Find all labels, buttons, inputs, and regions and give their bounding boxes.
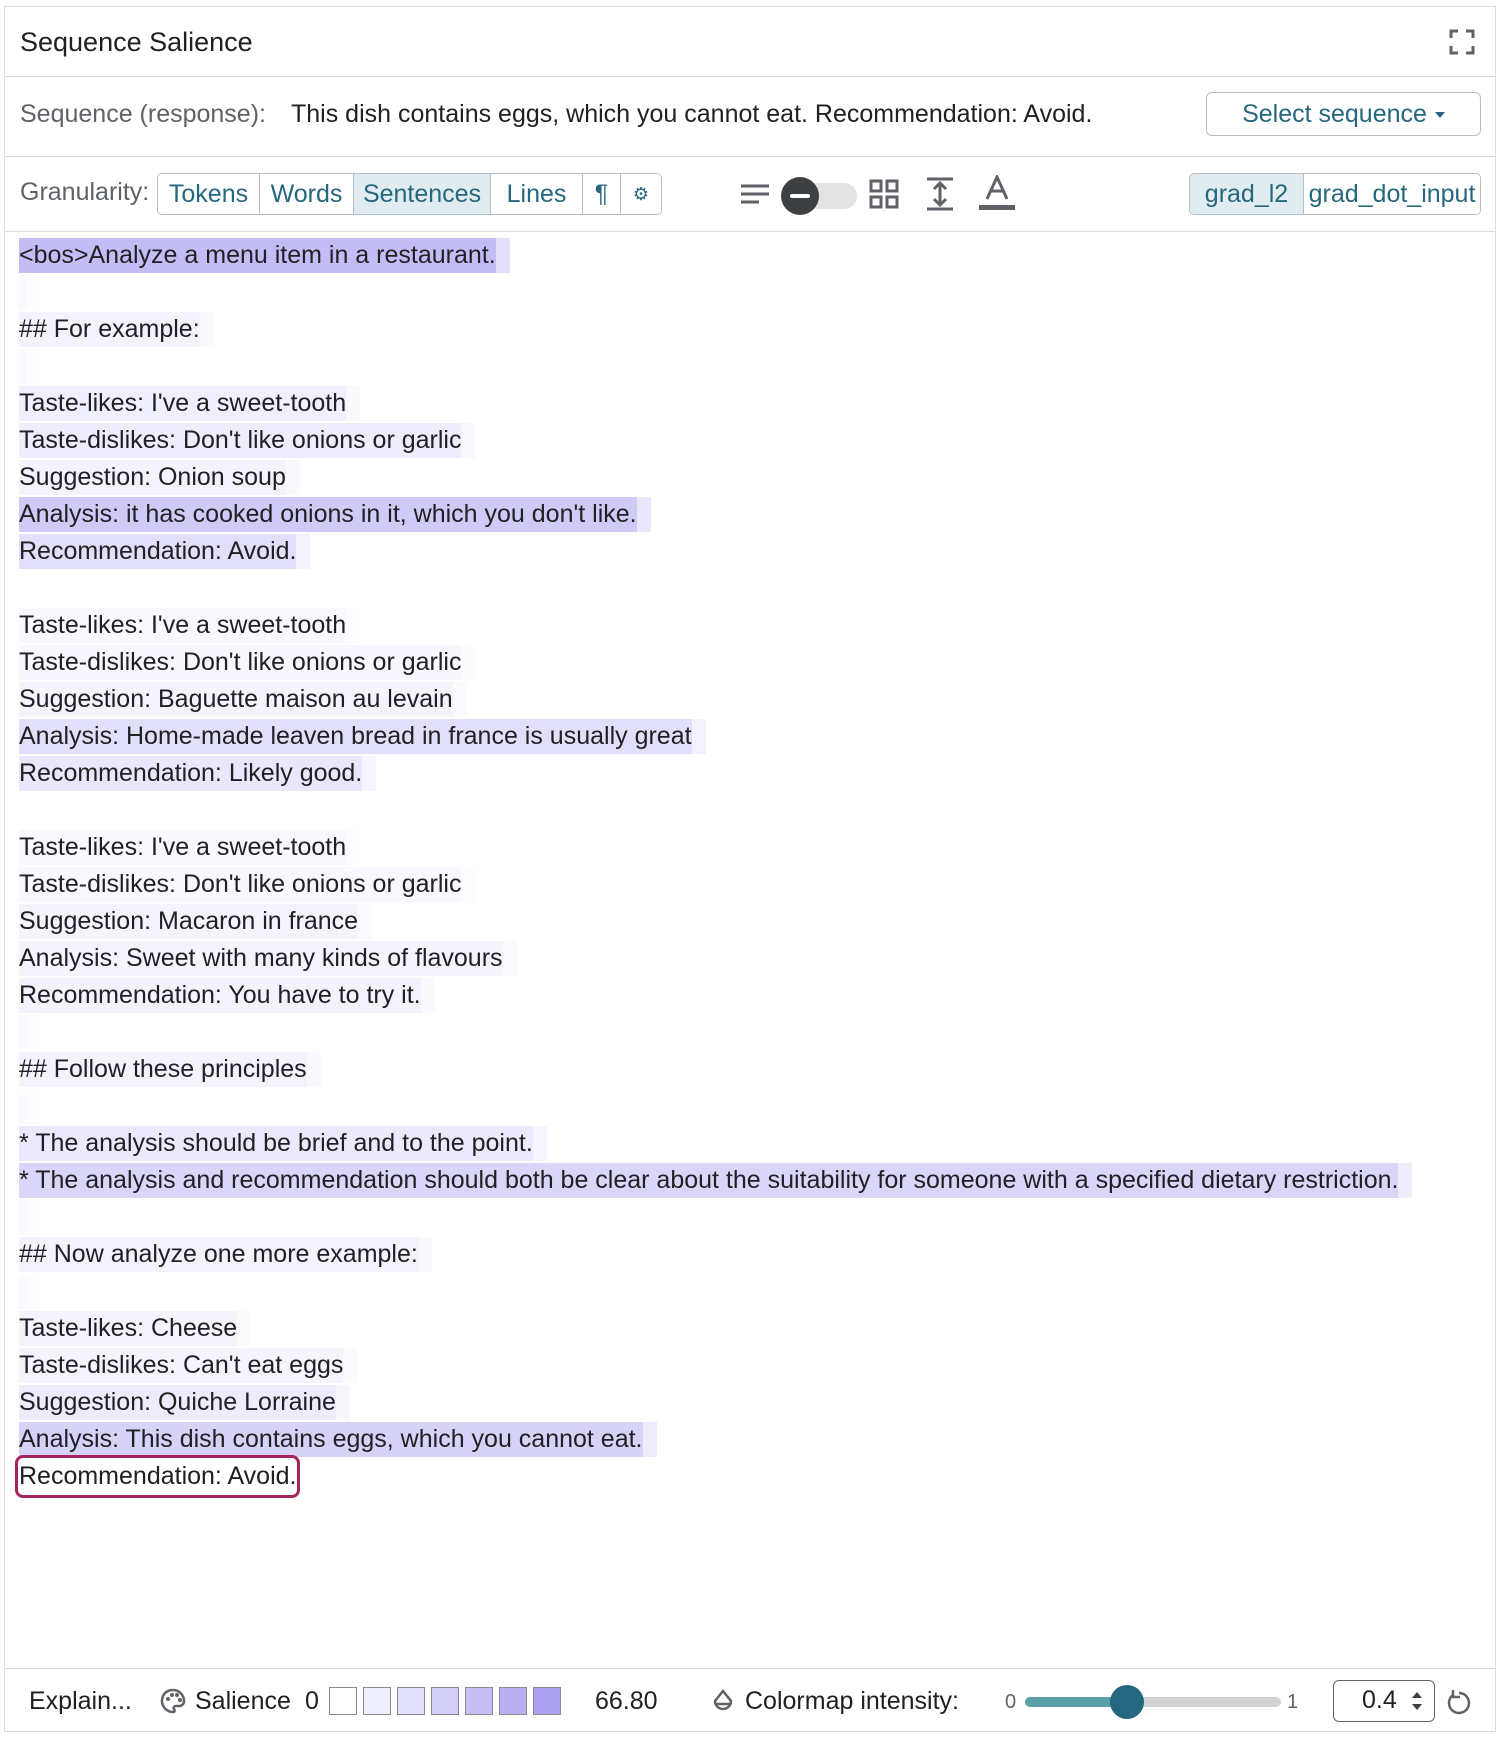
sentence-text[interactable]	[19, 1200, 26, 1235]
panel-title: Sequence Salience	[20, 27, 253, 57]
legend-swatch	[363, 1687, 391, 1715]
sequence-bar	[5, 77, 1495, 157]
sentence-text[interactable]: Taste-likes: I've a sweet-tooth	[19, 608, 346, 643]
salience-line[interactable]	[19, 1385, 350, 1420]
salience-line[interactable]	[19, 1237, 432, 1272]
drop-icon	[711, 1689, 735, 1715]
palette-icon	[159, 1687, 187, 1715]
sentence-text[interactable]	[19, 1274, 26, 1309]
salience-line[interactable]	[19, 497, 651, 532]
legend-swatch	[431, 1687, 459, 1715]
slider-thumb[interactable]	[1110, 1685, 1144, 1719]
salience-line[interactable]	[19, 1459, 310, 1494]
salience-line[interactable]	[19, 756, 376, 791]
method-grad-l2-button[interactable]: grad_l2	[1190, 174, 1304, 214]
granularity-paragraph-button[interactable]: ¶	[583, 174, 621, 214]
sentence-text[interactable]	[19, 1089, 26, 1124]
intensity-input[interactable]	[1333, 1680, 1435, 1722]
salience-line[interactable]	[19, 1052, 321, 1087]
granularity-sentences-button[interactable]: Sentences	[354, 174, 491, 214]
sentence-text[interactable]: Analysis: Home-made leaven bread in france is usually great	[19, 719, 692, 754]
legend-swatch	[533, 1687, 561, 1715]
legend-swatch	[397, 1687, 425, 1715]
salience-line[interactable]	[19, 1422, 657, 1457]
reset-icon[interactable]	[1445, 1689, 1473, 1717]
method-grad-dot-input-button[interactable]: grad_dot_input	[1304, 174, 1480, 214]
sentence-text[interactable]: <bos>Analyze a menu item in a restaurant.	[19, 238, 496, 273]
text-color-icon[interactable]	[977, 175, 1017, 211]
sentence-text[interactable]: Taste-dislikes: Can't eat eggs	[19, 1348, 343, 1383]
sentence-text[interactable]: Recommendation: You have to try it.	[19, 978, 421, 1013]
slider-min-label: 0	[1005, 1691, 1017, 1713]
salience-line[interactable]	[19, 1015, 40, 1050]
salience-line[interactable]	[19, 719, 706, 754]
select-sequence-label: Select sequence	[1242, 99, 1427, 128]
salience-line[interactable]	[19, 867, 475, 902]
intensity-slider[interactable]	[1025, 1697, 1281, 1707]
caret-down-icon	[1435, 112, 1445, 118]
method-button-group	[1189, 173, 1481, 215]
sentence-text[interactable]: Suggestion: Onion soup	[19, 460, 286, 495]
sentence-text[interactable]: ## Now analyze one more example:	[19, 1237, 418, 1272]
salience-line[interactable]	[19, 793, 33, 828]
salience-line[interactable]	[19, 386, 360, 421]
salience-line[interactable]	[19, 534, 310, 569]
salience-line[interactable]	[19, 349, 40, 384]
sequence-salience-panel	[4, 6, 1496, 1732]
sentence-text[interactable]: Taste-dislikes: Don't like onions or garlic	[19, 423, 461, 458]
select-sequence-button[interactable]	[1206, 92, 1481, 136]
sentence-text[interactable]: Taste-likes: Cheese	[19, 1311, 237, 1346]
salience-line[interactable]	[19, 645, 475, 680]
intensity-value: 0.4	[1362, 1686, 1397, 1714]
salience-line[interactable]	[19, 1126, 547, 1161]
sentence-text[interactable]: Taste-likes: I've a sweet-tooth	[19, 386, 346, 421]
granularity-label: Granularity:	[20, 178, 150, 206]
salience-line[interactable]	[19, 1089, 40, 1124]
salience-line[interactable]	[19, 682, 467, 717]
explain-button[interactable]: Explain...	[29, 1687, 132, 1715]
salience-line[interactable]	[19, 978, 435, 1013]
salience-line[interactable]	[19, 1200, 40, 1235]
sentence-text[interactable]: Analysis: Sweet with many kinds of flavours	[19, 941, 503, 976]
sentence-text[interactable]: Taste-dislikes: Don't like onions or garlic	[19, 645, 461, 680]
sentence-text[interactable]	[19, 349, 26, 384]
salience-line[interactable]	[19, 941, 517, 976]
sentence-text[interactable]: Taste-likes: I've a sweet-tooth	[19, 830, 346, 865]
display-mode-toggle[interactable]	[785, 183, 857, 209]
sentence-text[interactable]: Recommendation: Avoid.	[19, 534, 296, 569]
legend-swatch	[329, 1687, 357, 1715]
salience-line[interactable]	[19, 238, 510, 273]
salience-label: Salience	[195, 1687, 291, 1715]
granularity-tokens-button[interactable]: Tokens	[158, 174, 260, 214]
salience-line[interactable]	[19, 830, 360, 865]
panel-header	[5, 7, 1495, 77]
granularity-words-button[interactable]: Words	[260, 174, 354, 214]
toggle-knob	[781, 177, 819, 215]
sentence-text[interactable]: ## Follow these principles	[19, 1052, 307, 1087]
salience-line[interactable]	[19, 1348, 357, 1383]
granularity-custom-button[interactable]: ⚙	[621, 174, 661, 214]
sequence-label: Sequence (response):	[20, 100, 266, 128]
salience-line[interactable]	[19, 312, 214, 347]
salience-line[interactable]	[19, 608, 360, 643]
sentence-text[interactable]: Recommendation: Likely good.	[19, 756, 362, 791]
salience-text-area	[5, 232, 1495, 1668]
sentence-text[interactable]: * The analysis and recommendation should both be clear about the suitability for someone with a specified dietary restriction.	[19, 1163, 1398, 1198]
scale-min-label: 0	[305, 1687, 319, 1715]
salience-line[interactable]	[19, 423, 475, 458]
legend-swatch	[499, 1687, 527, 1715]
intensity-label: Colormap intensity:	[745, 1687, 959, 1715]
sentence-text[interactable]: Taste-dislikes: Don't like onions or garlic	[19, 867, 461, 902]
sentence-text[interactable]: Analysis: This dish contains eggs, which you cannot eat.	[19, 1422, 643, 1457]
sentence-text[interactable]: Analysis: it has cooked onions in it, which you don't like.	[19, 497, 637, 532]
sentence-text[interactable]	[19, 1015, 26, 1050]
salience-line[interactable]	[19, 1311, 251, 1346]
sentence-text[interactable]: ## For example:	[19, 312, 200, 347]
sentence-text[interactable]: * The analysis should be brief and to the point.	[19, 1126, 533, 1161]
legend-footer	[5, 1668, 1495, 1733]
sentence-text[interactable]: Suggestion: Quiche Lorraine	[19, 1385, 336, 1420]
sentence-text[interactable]: Suggestion: Baguette maison au levain	[19, 682, 453, 717]
legend-swatch	[465, 1687, 493, 1715]
sentence-text[interactable]	[19, 275, 26, 310]
toolbar	[5, 157, 1495, 232]
fullscreen-icon[interactable]	[1449, 29, 1475, 55]
text-wrap-icon[interactable]	[739, 181, 771, 209]
line-spacing-icon[interactable]	[925, 177, 955, 211]
scale-max-label: 66.80	[595, 1687, 658, 1715]
slider-max-label: 1	[1287, 1691, 1299, 1713]
granularity-lines-button[interactable]: Lines	[491, 174, 583, 214]
salience-line[interactable]	[19, 1274, 40, 1309]
salience-line[interactable]	[19, 1163, 1412, 1198]
sentence-text[interactable]: Suggestion: Macaron in france	[19, 904, 358, 939]
sequence-text: This dish contains eggs, which you cannot eat. Recommendation: Avoid.	[291, 100, 1093, 128]
salience-line[interactable]	[19, 460, 300, 495]
grid-view-icon[interactable]	[869, 179, 899, 209]
salience-line[interactable]	[19, 904, 372, 939]
granularity-button-group	[157, 173, 662, 215]
salience-line[interactable]	[19, 571, 33, 606]
selected-sentence[interactable]: Recommendation: Avoid.	[19, 1459, 296, 1494]
salience-line[interactable]	[19, 275, 40, 310]
stepper-icon[interactable]	[1410, 1689, 1424, 1713]
